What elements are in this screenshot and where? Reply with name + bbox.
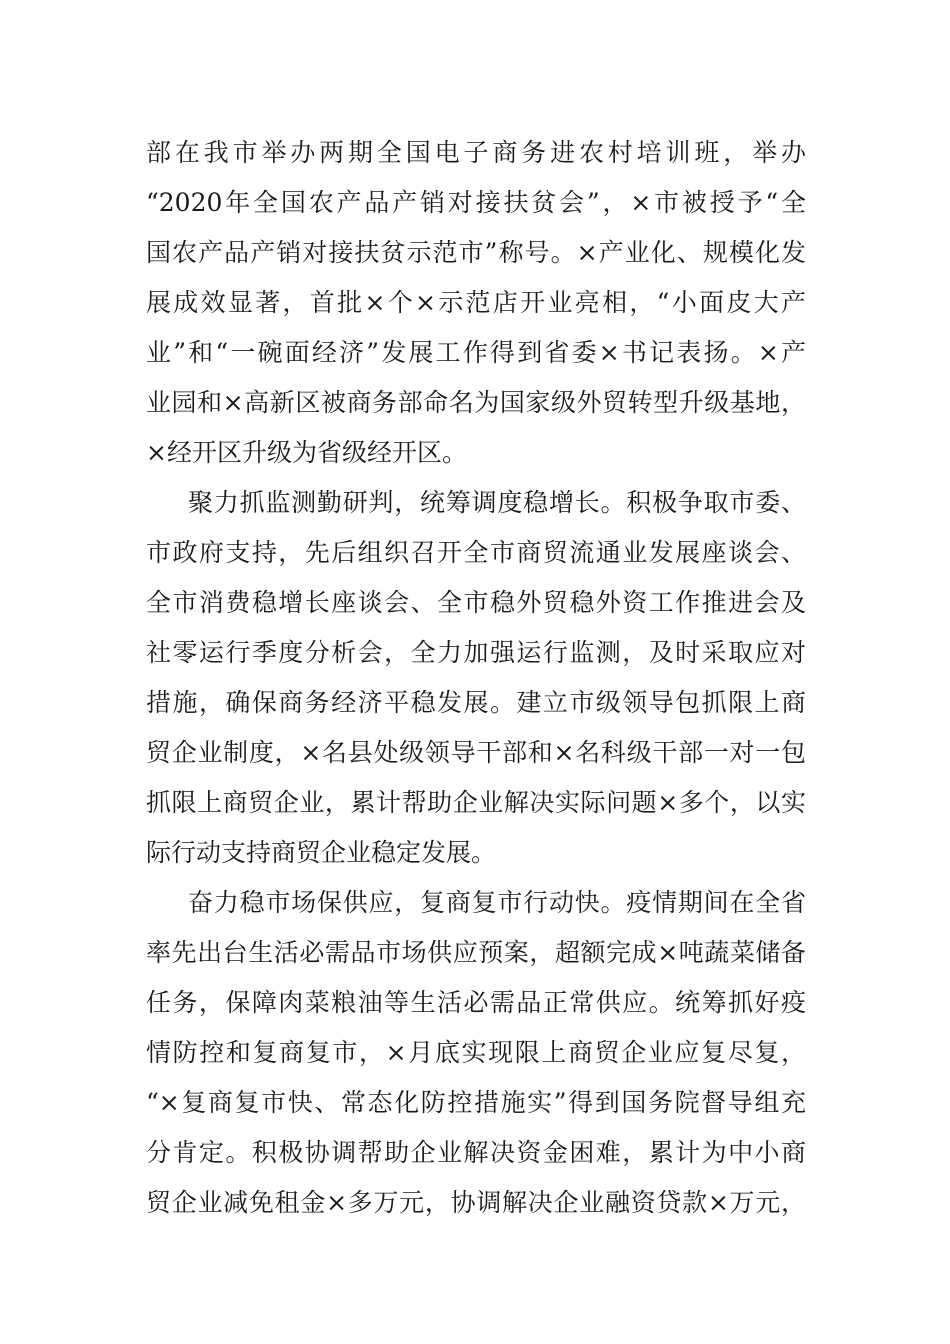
paragraph-1-line-6: 业园和×高新区被商务部命名为国家级外贸转型升级基地， <box>146 388 806 417</box>
paragraph-2-line-4: 社零运行季度分析会，全力加强运行监测，及时采取应对 <box>146 638 806 667</box>
paragraph-1-line-7: ×经开区升级为省级经开区。 <box>146 438 467 467</box>
paragraph-1-line-4: 展成效显著，首批×个×示范店开业亮相，“小面皮大产 <box>146 288 806 317</box>
paragraph-3-line-5: “×复商复市快、常态化防控措施实”得到国务院督导组充 <box>146 1088 806 1117</box>
paragraph-2-line-2: 市政府支持，先后组织召开全市商贸流通业发展座谈会、 <box>146 538 806 567</box>
paragraph-1-line-5: 业”和“一碗面经济”发展工作得到省委×书记表扬。×产 <box>146 338 806 367</box>
paragraph-3-line-4: 情防控和复商复市，×月底实现限上商贸企业应复尽复， <box>146 1038 806 1067</box>
paragraph-1-line-3: 国农产品产销对接扶贫示范市”称号。×产业化、规模化发 <box>146 238 806 267</box>
paragraph-2-line-8: 际行动支持商贸企业稳定发展。 <box>146 838 497 867</box>
paragraph-3-line-6: 分肯定。积极协调帮助企业解决资金困难，累计为中小商 <box>146 1138 806 1167</box>
paragraph-2-line-1: 聚力抓监测勤研判，统筹调度稳增长。积极争取市委、 <box>188 488 806 517</box>
paragraph-1-line-2: “2020年全国农产品产销对接扶贫会”，×市被授予“全 <box>146 188 806 217</box>
paragraph-3-line-7: 贸企业减免租金×多万元，协调解决企业融资贷款×万元， <box>146 1188 806 1217</box>
paragraph-3-line-1: 奋力稳市场保供应，复商复市行动快。疫情期间在全省 <box>188 888 806 917</box>
paragraph-2-line-3: 全市消费稳增长座谈会、全市稳外贸稳外资工作推进会及 <box>146 588 806 617</box>
paragraph-2-line-5: 措施，确保商务经济平稳发展。建立市级领导包抓限上商 <box>146 688 806 717</box>
paragraph-3-line-3: 任务，保障肉菜粮油等生活必需品正常供应。统筹抓好疫 <box>146 988 806 1017</box>
paragraph-2-line-6: 贸企业制度，×名县处级领导干部和×名科级干部一对一包 <box>146 738 806 767</box>
paragraph-2-line-7: 抓限上商贸企业，累计帮助企业解决实际问题×多个，以实 <box>146 788 806 817</box>
paragraph-3-line-2: 率先出台生活必需品市场供应预案，超额完成×吨蔬菜储备 <box>146 938 806 967</box>
paragraph-1-line-1: 部在我市举办两期全国电子商务进农村培训班，举办 <box>146 138 806 167</box>
